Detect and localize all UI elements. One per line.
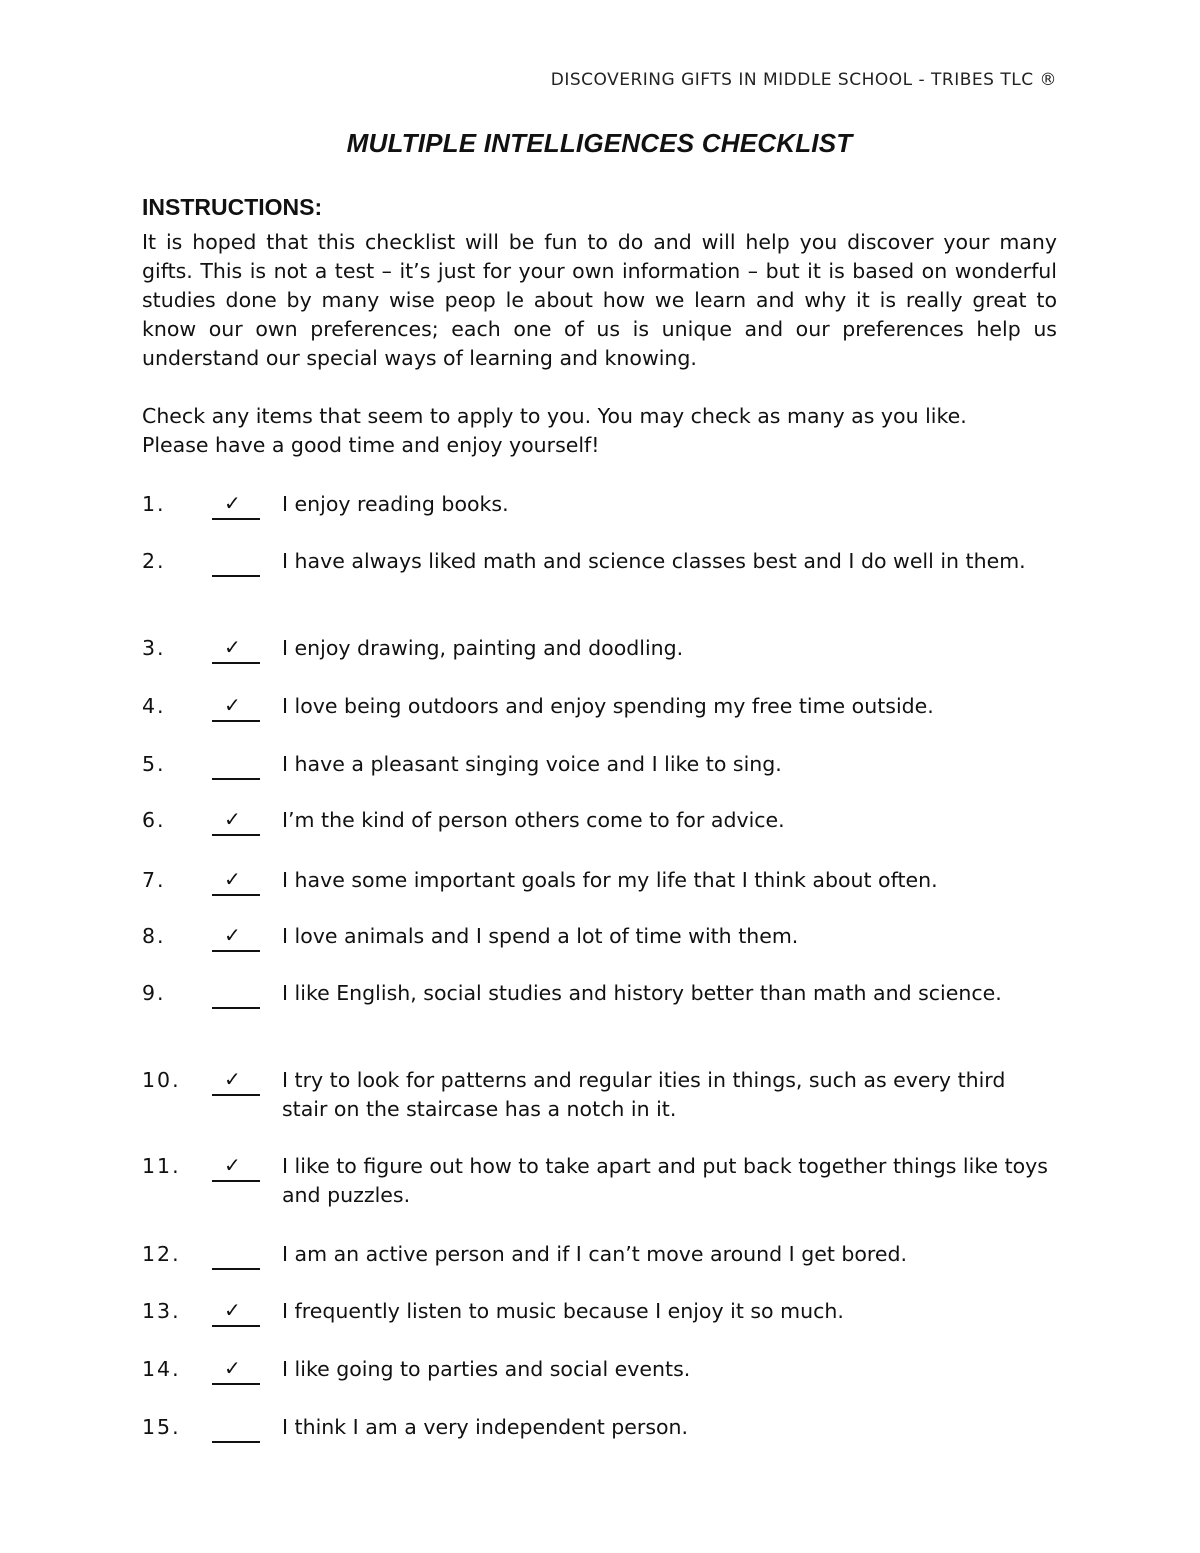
- check-blank[interactable]: [212, 1356, 260, 1385]
- check-mark-icon: ✓: [224, 635, 241, 659]
- item-number: 2.: [142, 549, 166, 573]
- instructions-paragraph: It is hoped that this checklist will be fun to do and will help you discover your many gifts. This is not a test – it’s just for your own information – but it is based on wonderful studies done by many wise peop le about how we learn and why it is really great to know our own preferences; each one of us is unique and our preferences help us understand our special ways of learning and knowing.: [142, 230, 1057, 370]
- item-number: 1.: [142, 492, 166, 516]
- item-number: 10.: [142, 1068, 181, 1092]
- check-blank[interactable]: [212, 635, 260, 664]
- item-text: I enjoy reading books.: [282, 492, 509, 516]
- page-header: DISCOVERING GIFTS IN MIDDLE SCHOOL - TRIBES TLC ®: [550, 70, 1057, 90]
- item-number: 6.: [142, 808, 166, 832]
- check-blank[interactable]: [212, 1067, 260, 1096]
- check-mark-icon: ✓: [224, 491, 241, 515]
- checking-instructions-paragraph: Check any items that seem to apply to you. You may check as many as you like. Please have a good time and enjoy yourself!: [142, 404, 967, 457]
- item-text: I love animals and I spend a lot of time with them.: [282, 924, 799, 948]
- check-mark-icon: ✓: [224, 1298, 241, 1322]
- item-text: I have always liked math and science classes best and I do well in them.: [282, 549, 1026, 573]
- item-text: I enjoy drawing, painting and doodling.: [282, 636, 684, 660]
- document-page: [142, 0, 1057, 1553]
- check-blank[interactable]: [212, 1417, 260, 1443]
- item-text: I frequently listen to music because I enjoy it so much.: [282, 1299, 844, 1323]
- check-mark-icon: ✓: [224, 1067, 241, 1091]
- item-number: 14.: [142, 1357, 181, 1381]
- item-text: I’m the kind of person others come to for advice.: [282, 808, 785, 832]
- check-blank[interactable]: [212, 1244, 260, 1270]
- check-blank[interactable]: [212, 923, 260, 952]
- item-text: I think I am a very independent person.: [282, 1415, 689, 1439]
- item-number: 15.: [142, 1415, 181, 1439]
- check-blank[interactable]: [212, 1298, 260, 1327]
- check-mark-icon: ✓: [224, 867, 241, 891]
- item-number: 7.: [142, 868, 166, 892]
- check-blank[interactable]: [212, 693, 260, 722]
- item-text: I am an active person and if I can’t move around I get bored.: [282, 1242, 908, 1266]
- item-number: 9.: [142, 981, 166, 1005]
- item-text: I try to look for patterns and regular ities in things, such as every third stair on the staircase has a notch in it.: [282, 1068, 1006, 1121]
- check-mark-icon: ✓: [224, 923, 241, 947]
- item-number: 3.: [142, 636, 166, 660]
- item-number: 4.: [142, 694, 166, 718]
- page-title: MULTIPLE INTELLIGENCES CHECKLIST: [346, 128, 853, 158]
- instructions-heading: INSTRUCTIONS:: [142, 194, 323, 220]
- item-number: 8.: [142, 924, 166, 948]
- check-blank[interactable]: [212, 551, 260, 577]
- item-text: I like English, social studies and history better than math and science.: [282, 981, 1002, 1005]
- item-text: I love being outdoors and enjoy spending my free time outside.: [282, 694, 934, 718]
- item-number: 11.: [142, 1154, 181, 1178]
- item-text: I like to figure out how to take apart and put back together things like toys and puzzles.: [282, 1154, 1048, 1207]
- item-number: 5.: [142, 752, 166, 776]
- check-mark-icon: ✓: [224, 807, 241, 831]
- check-blank[interactable]: [212, 754, 260, 780]
- check-mark-icon: ✓: [224, 693, 241, 717]
- check-blank[interactable]: [212, 1153, 260, 1182]
- item-number: 13.: [142, 1299, 181, 1323]
- check-mark-icon: ✓: [224, 1356, 241, 1380]
- check-blank[interactable]: [212, 807, 260, 836]
- check-blank[interactable]: [212, 867, 260, 896]
- check-blank[interactable]: [212, 491, 260, 520]
- check-blank[interactable]: [212, 983, 260, 1009]
- item-text: I have a pleasant singing voice and I like to sing.: [282, 752, 782, 776]
- check-mark-icon: ✓: [224, 1153, 241, 1177]
- item-text: I have some important goals for my life that I think about often.: [282, 868, 938, 892]
- item-text: I like going to parties and social events.: [282, 1357, 691, 1381]
- item-number: 12.: [142, 1242, 181, 1266]
